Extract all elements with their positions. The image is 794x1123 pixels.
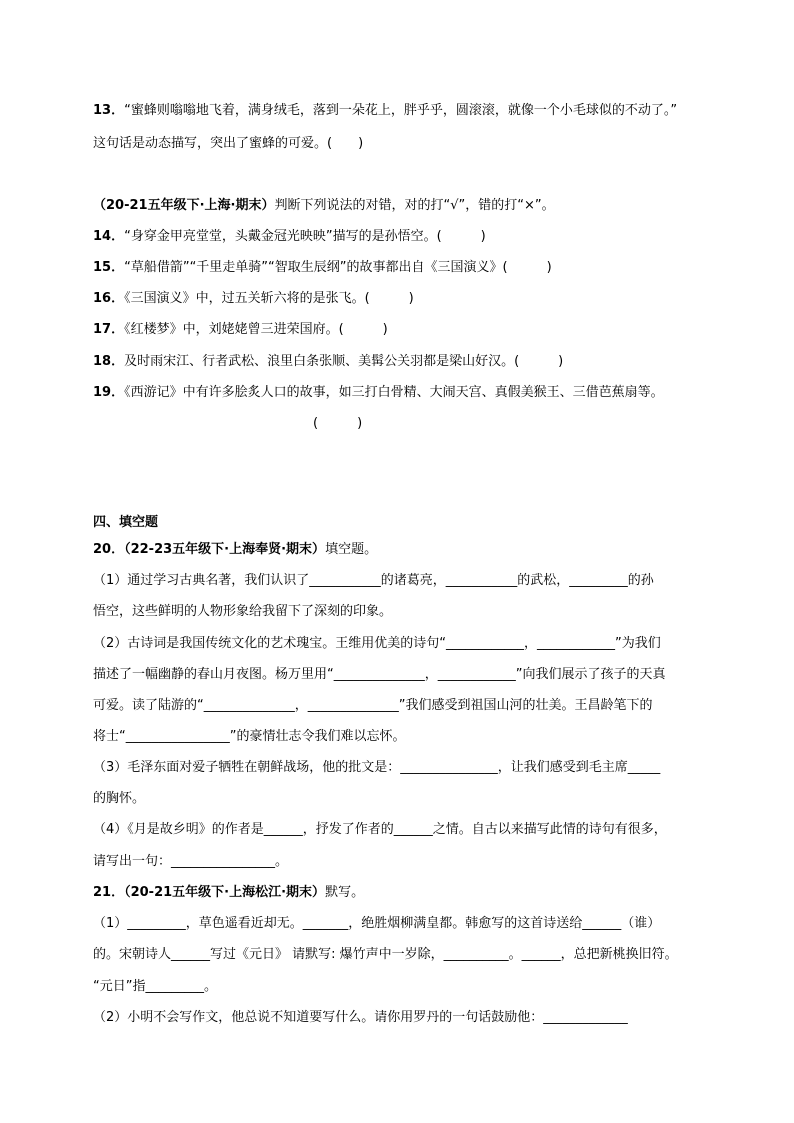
- question-17: [93, 322, 388, 338]
- question-20-part-3: （3）毛泽东面对爱子牺牲在朝鲜战场，他的批文是：_______________，让我们感受到毛主席_____: [93, 760, 661, 775]
- question-number: 15．: [93, 260, 125, 275]
- question-21-header: [93, 885, 364, 901]
- question-20-part-1: （1）通过学习古典名著，我们认识了___________的诸葛亮，___________的武松，_________的孙: [93, 573, 654, 588]
- question-text: “身穿金甲亮堂堂，头戴金冠光映映”描写的是孙悟空。( ): [124, 229, 486, 244]
- question-number: 21．: [93, 885, 125, 900]
- question-text: 默写。: [325, 885, 365, 900]
- question-13-line-1: [93, 103, 677, 119]
- question-16: [93, 291, 414, 307]
- source-tag: （20-21五年级下·上海·期末）: [93, 198, 275, 213]
- question-20-part-3-cont: 的胸怀。: [93, 791, 146, 806]
- question-21-part-1-cont: 的。宋朝诗人______写过《元日》 请默写: 爆竹声中一岁除，__________。______，总把新桃换旧符。: [93, 947, 678, 962]
- question-19-answer-paren: ( ): [313, 416, 363, 431]
- question-text: 及时雨宋江、行者武松、浪里白条张顺、美髯公关羽都是梁山好汉。( ): [124, 354, 564, 369]
- source-tag: （20-21五年级下·上海松江·期末）: [124, 885, 326, 900]
- question-number: 20．: [93, 542, 125, 557]
- question-number: 17．: [93, 322, 125, 337]
- question-20-part-2: （2）古诗词是我国传统文化的艺术瑰宝。王维用优美的诗句“____________，____________”为我们: [93, 636, 661, 651]
- question-21-part-1-cont: “元日”指_________。: [93, 979, 217, 994]
- question-20-part-2-cont: 可爱。读了陆游的“______________，______________”我们感受到祖国山河的壮美。王昌龄笔下的: [93, 698, 653, 713]
- question-20-part-1-cont: 悟空，这些鲜明的人物形象给我留下了深刻的印象。: [93, 604, 393, 619]
- section-title: 四、填空题: [93, 515, 159, 530]
- question-20-part-4-cont: 请写出一句：________________。: [93, 854, 289, 869]
- question-21-part-1: （1）_________，草色遥看近却无。_______，绝胜烟柳满皇都。韩愈写的这首诗送给______（谁）: [93, 916, 661, 931]
- question-text: 《红楼梦》中，刘姥姥曾三进荣国府。( ): [124, 322, 388, 337]
- question-number: 13．: [93, 103, 125, 118]
- instruction-text: 判断下列说法的对错，对的打“√”，错的打“×”。: [274, 198, 555, 213]
- question-20-part-4: （4）《月是故乡明》的作者是______，抒发了作者的______之情。自古以来描写此情的诗句有很多，: [93, 822, 667, 837]
- question-text: “草船借箭”“千里走单骑”“智取生辰纲”的故事都出自《三国演义》( ): [124, 260, 552, 275]
- question-20-part-2-cont: 将士“________________”的豪情壮志令我们难以忘怀。: [93, 729, 406, 744]
- question-20-header: [93, 542, 377, 558]
- question-text: 填空题。: [325, 542, 378, 557]
- question-number: 16．: [93, 291, 125, 306]
- question-number: 19．: [93, 385, 125, 400]
- question-text: 《西游记》中有许多脍炙人口的故事，如三打白骨精、大闹天宫、真假美猴王、三借芭蕉扇等。: [124, 385, 664, 400]
- question-13-line-2: [93, 136, 363, 152]
- question-15: [93, 260, 552, 276]
- question-14: [93, 229, 486, 245]
- question-18: [93, 354, 563, 370]
- source-tag: （22-23五年级下·上海奉贤·期末）: [124, 542, 326, 557]
- question-19: [93, 385, 664, 401]
- question-21-part-2: （2）小明不会写作文，他总说不知道要写什么。请你用罗丹的一句话鼓励他：_____________: [93, 1010, 628, 1025]
- question-number: 18．: [93, 354, 125, 369]
- question-text: 这句话是动态描写，突出了蜜蜂的可爱。( ): [93, 136, 364, 151]
- question-text: “蜜蜂则嗡嗡地飞着，满身绒毛，落到一朵花上，胖乎乎，圆滚滚，就像一个小毛球似的不动了。”: [124, 103, 678, 118]
- question-text: 《三国演义》中，过五关斩六将的是张飞。( ): [124, 291, 414, 306]
- question-number: 14．: [93, 229, 125, 244]
- judge-instruction: [93, 198, 555, 214]
- question-20-part-2-cont: 描述了一幅幽静的春山月夜图。杨万里用“______________，____________”向我们展示了孩子的天真: [93, 667, 666, 682]
